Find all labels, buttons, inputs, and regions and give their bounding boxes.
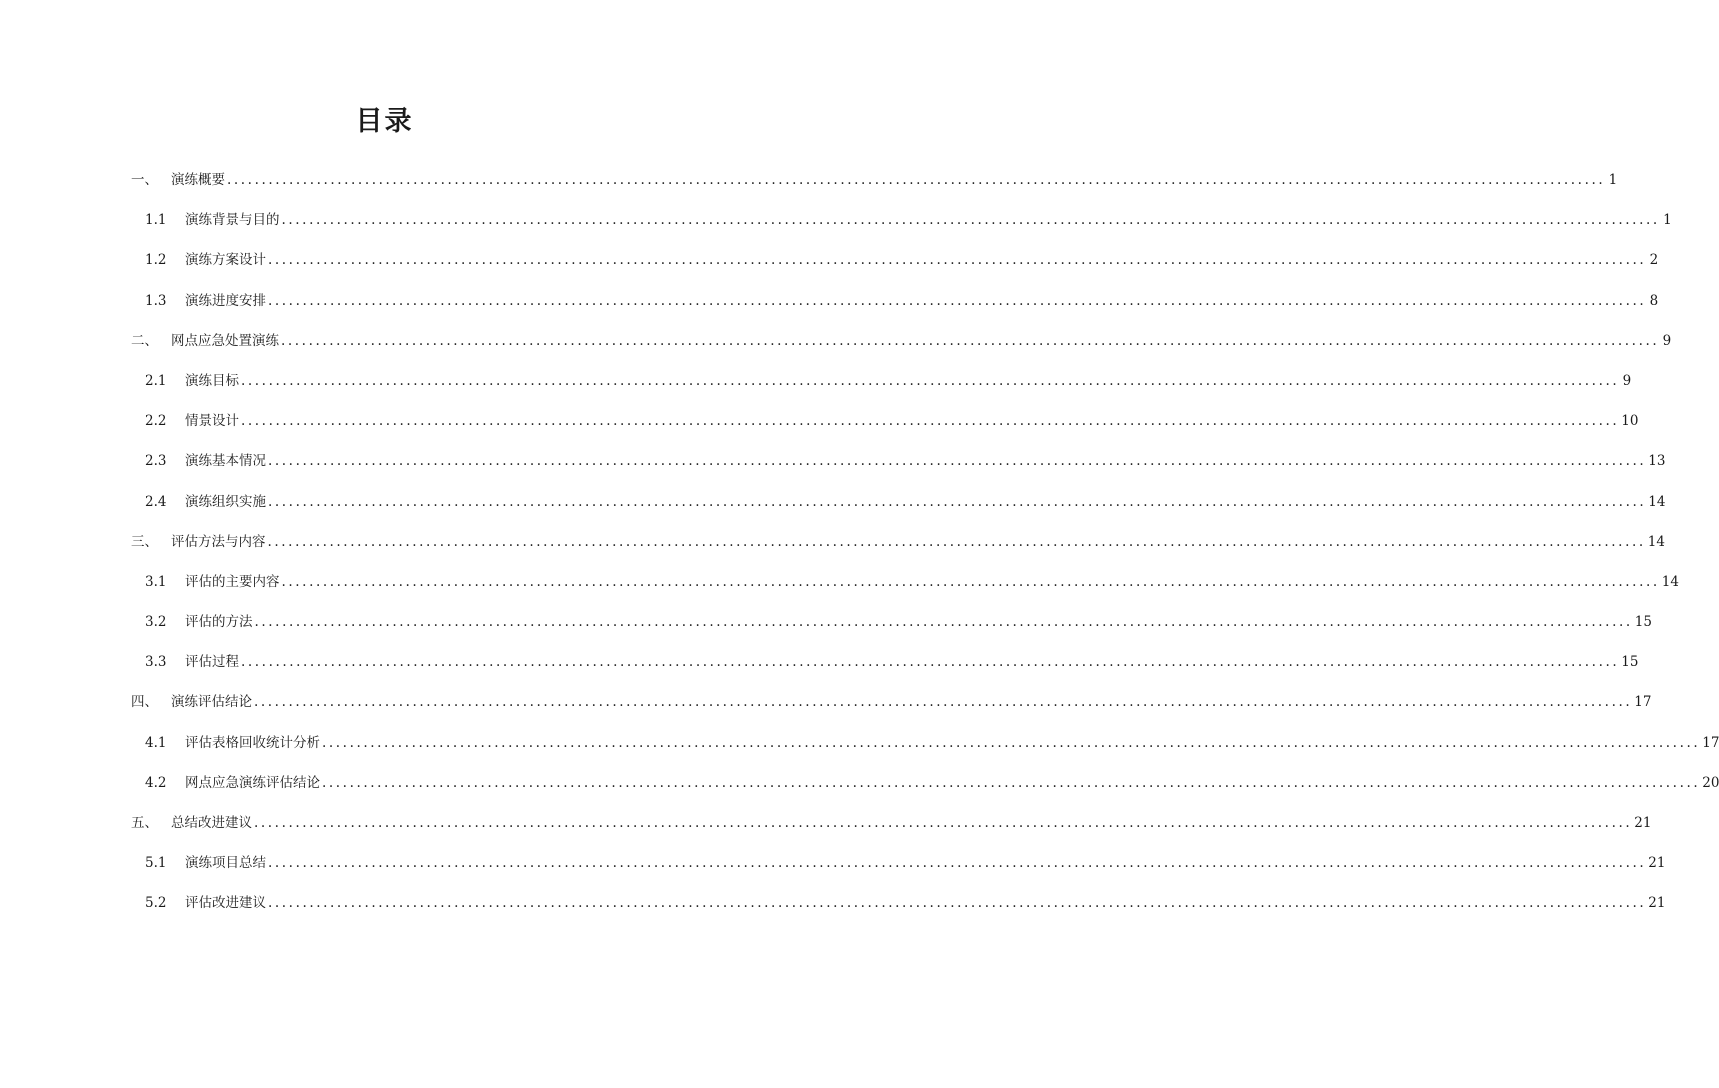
toc-entry-number: 1.1 xyxy=(145,212,167,229)
toc-entry-page: 1 xyxy=(1663,212,1672,229)
toc-entry[interactable] xyxy=(131,763,1719,803)
toc-entry[interactable] xyxy=(131,281,1659,321)
toc-entry-page: 10 xyxy=(1621,413,1639,430)
toc-entry-number: 4.2 xyxy=(145,774,167,791)
toc-entry-title: 演练方案设计 xyxy=(185,252,266,269)
toc-entry-number: 2.3 xyxy=(145,453,167,470)
toc-leader-dots: ........................................................................................................................................................................................................ xyxy=(241,654,1620,671)
toc-entry-title: 演练概要 xyxy=(171,172,225,188)
toc-leader-dots: ........................................................................................................................................................................................................ xyxy=(281,212,1660,229)
toc-entry[interactable] xyxy=(131,883,1666,923)
toc-title: 目录 xyxy=(355,106,414,137)
toc-entry-page: 14 xyxy=(1661,573,1679,590)
toc-entry-page: 14 xyxy=(1647,533,1665,550)
toc-entry-title: 评估改进建议 xyxy=(185,895,266,912)
toc-entry-page: 14 xyxy=(1648,493,1666,510)
toc-entry-title: 网点应急处置演练 xyxy=(171,332,279,349)
toc-entry-page: 8 xyxy=(1649,292,1659,309)
toc-entry-number: 3.3 xyxy=(145,654,167,671)
toc-entry[interactable] xyxy=(131,401,1639,441)
toc-leader-dots: ........................................................................................................................................................................................................ xyxy=(267,533,1646,550)
toc-entry-page: 2 xyxy=(1649,252,1659,269)
toc-entry[interactable] xyxy=(131,803,1652,843)
toc-entry-number: 四、 xyxy=(131,694,158,711)
toc-entry-title: 演练项目总结 xyxy=(185,855,266,872)
toc-entry-number: 1.2 xyxy=(145,252,167,269)
toc-entry-number: 5.1 xyxy=(145,855,167,872)
toc-entry-page: 13 xyxy=(1648,453,1666,470)
toc-entry[interactable] xyxy=(131,642,1639,682)
toc-leader-dots: ........................................................................................................................................................................................................ xyxy=(268,252,1647,269)
toc-entry-number: 3.2 xyxy=(145,614,167,631)
toc-leader-dots: ........................................................................................................................................................................................................ xyxy=(241,372,1620,389)
toc-entry[interactable] xyxy=(131,482,1666,522)
toc-leader-dots: ........................................................................................................................................................................................................ xyxy=(254,614,1633,631)
toc-leader-dots: ........................................................................................................................................................................................................ xyxy=(227,172,1606,188)
toc-entry-number: 2.2 xyxy=(145,413,167,430)
toc-entry-number: 2.4 xyxy=(145,493,167,510)
toc-leader-dots: ........................................................................................................................................................................................................ xyxy=(322,734,1701,751)
toc-entry-page: 15 xyxy=(1634,614,1652,631)
toc-entry-number: 五、 xyxy=(131,815,158,831)
toc-entry-page: 17 xyxy=(1634,694,1652,711)
toc-entry[interactable] xyxy=(131,240,1659,280)
toc-leader-dots: ........................................................................................................................................................................................................ xyxy=(268,453,1647,470)
toc-entry-title: 网点应急演练评估结论 xyxy=(185,774,320,791)
toc-entry-number: 5.2 xyxy=(145,895,167,912)
toc-entry-title: 演练背景与目的 xyxy=(185,212,280,229)
toc-entry[interactable] xyxy=(131,602,1652,642)
toc-entry-title: 评估的方法 xyxy=(185,614,253,631)
toc-entry[interactable] xyxy=(131,361,1632,401)
toc-entry-number: 3.1 xyxy=(145,573,167,590)
toc-entry-page: 21 xyxy=(1648,895,1666,912)
toc-leader-dots: ........................................................................................................................................................................................................ xyxy=(254,815,1633,831)
toc-leader-dots: ........................................................................................................................................................................................................ xyxy=(268,292,1647,309)
toc-entry-number: 4.1 xyxy=(145,734,167,751)
toc-list xyxy=(131,160,1719,924)
toc-entry-page: 17 xyxy=(1702,734,1719,751)
toc-entry-page: 9 xyxy=(1662,332,1672,349)
toc-leader-dots: ........................................................................................................................................................................................................ xyxy=(268,855,1647,872)
toc-entry[interactable] xyxy=(131,522,1665,562)
toc-entry-number: 二、 xyxy=(131,332,158,349)
toc-entry-title: 评估过程 xyxy=(185,654,239,671)
toc-leader-dots: ........................................................................................................................................................................................................ xyxy=(281,573,1660,590)
toc-entry[interactable] xyxy=(131,200,1672,240)
toc-entry-page: 21 xyxy=(1634,815,1652,831)
toc-leader-dots: ........................................................................................................................................................................................................ xyxy=(322,774,1701,791)
toc-entry-number: 三、 xyxy=(131,533,158,550)
toc-entry-page: 20 xyxy=(1702,774,1719,791)
toc-entry[interactable] xyxy=(131,682,1652,722)
toc-entry-page: 9 xyxy=(1622,372,1632,389)
toc-entry[interactable] xyxy=(131,723,1719,763)
toc-entry-title: 情景设计 xyxy=(185,413,239,430)
toc-entry-title: 演练组织实施 xyxy=(185,493,266,510)
toc-entry-page: 15 xyxy=(1621,654,1639,671)
toc-leader-dots: ........................................................................................................................................................................................................ xyxy=(254,694,1633,711)
toc-entry-title: 评估表格回收统计分析 xyxy=(185,734,320,751)
toc-entry-page: 21 xyxy=(1648,855,1666,872)
toc-entry-title: 演练评估结论 xyxy=(171,694,252,711)
toc-leader-dots: ........................................................................................................................................................................................................ xyxy=(268,895,1647,912)
toc-entry-title: 评估方法与内容 xyxy=(171,533,266,550)
toc-entry-title: 演练目标 xyxy=(185,372,239,389)
toc-entry[interactable] xyxy=(131,562,1679,602)
toc-entry[interactable] xyxy=(131,160,1618,200)
toc-leader-dots: ........................................................................................................................................................................................................ xyxy=(241,413,1620,430)
toc-entry-title: 演练基本情况 xyxy=(185,453,266,470)
toc-entry[interactable] xyxy=(131,843,1666,883)
toc-leader-dots: ........................................................................................................................................................................................................ xyxy=(268,493,1647,510)
toc-entry-number: 一、 xyxy=(131,172,158,188)
toc-entry-title: 评估的主要内容 xyxy=(185,573,280,590)
toc-entry-title: 总结改进建议 xyxy=(171,815,252,831)
toc-entry-number: 2.1 xyxy=(145,372,167,389)
toc-entry-page: 1 xyxy=(1608,172,1618,188)
toc-entry[interactable] xyxy=(131,321,1672,361)
toc-entry[interactable] xyxy=(131,441,1666,481)
toc-entry-title: 演练进度安排 xyxy=(185,292,266,309)
toc-leader-dots: ........................................................................................................................................................................................................ xyxy=(281,332,1660,349)
toc-entry-number: 1.3 xyxy=(145,292,167,309)
